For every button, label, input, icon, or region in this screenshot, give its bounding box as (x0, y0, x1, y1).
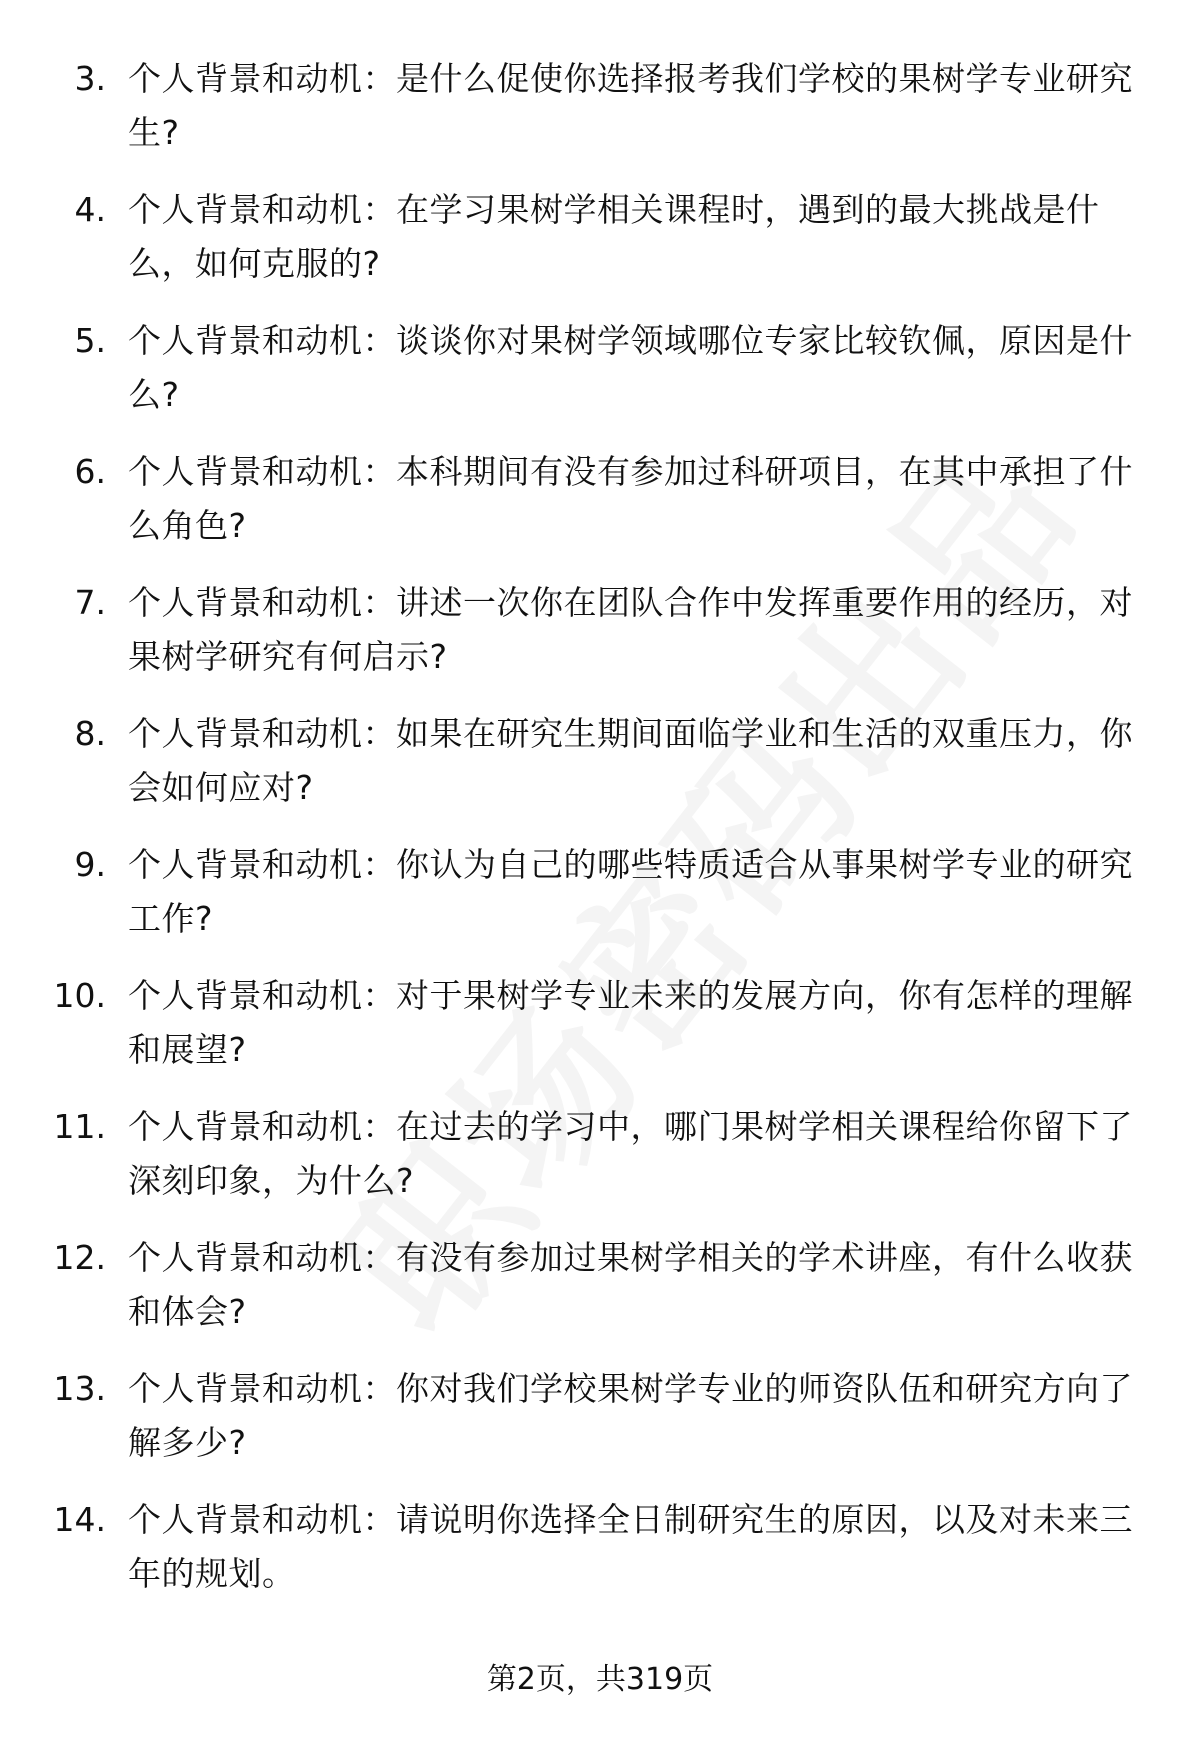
question-text: 个人背景和动机：讲述一次你在团队合作中发挥重要作用的经历，对果树学研究有何启示? (128, 583, 1133, 676)
list-item (0, 314, 1200, 445)
question-number: 10. (53, 976, 106, 1015)
list-item (0, 707, 1200, 838)
question-text: 个人背景和动机：是什么促使你选择报考我们学校的果树学专业研究生? (128, 59, 1133, 152)
question-number: 12. (53, 1238, 106, 1277)
question-text: 个人背景和动机：在学习果树学相关课程时，遇到的最大挑战是什么，如何克服的? (128, 190, 1100, 283)
list-item (0, 576, 1200, 707)
question-text: 个人背景和动机：请说明你选择全日制研究生的原因，以及对未来三年的规划。 (128, 1500, 1133, 1593)
question-number: 4. (74, 190, 106, 229)
list-item (0, 1493, 1200, 1624)
question-number: 7. (74, 583, 106, 622)
question-number: 13. (53, 1369, 106, 1408)
list-item (0, 1362, 1200, 1493)
question-text: 个人背景和动机：你认为自己的哪些特质适合从事果树学专业的研究工作? (128, 845, 1133, 938)
question-text: 个人背景和动机：你对我们学校果树学专业的师资队伍和研究方向了解多少? (128, 1369, 1133, 1462)
question-text: 个人背景和动机：谈谈你对果树学领域哪位专家比较钦佩，原因是什么? (128, 321, 1133, 414)
question-text: 个人背景和动机：在过去的学习中，哪门果树学相关课程给你留下了深刻印象，为什么? (128, 1107, 1133, 1200)
page-footer: 第2页，共319页 (486, 1662, 714, 1697)
question-text: 个人背景和动机：有没有参加过果树学相关的学术讲座，有什么收获和体会? (128, 1238, 1133, 1331)
list-item (0, 1231, 1200, 1362)
list-item (0, 1100, 1200, 1231)
list-item (0, 445, 1200, 576)
question-number: 5. (74, 321, 106, 360)
question-number: 6. (74, 452, 106, 491)
question-number: 9. (74, 845, 106, 884)
list-item (0, 838, 1200, 969)
question-text: 个人背景和动机：如果在研究生期间面临学业和生活的双重压力，你会如何应对? (128, 714, 1133, 807)
list-item (0, 52, 1200, 183)
question-number: 11. (53, 1107, 106, 1146)
question-number: 3. (74, 59, 106, 98)
question-number: 14. (53, 1500, 106, 1539)
question-text: 个人背景和动机：本科期间有没有参加过科研项目，在其中承担了什么角色? (128, 452, 1133, 545)
question-text: 个人背景和动机：对于果树学专业未来的发展方向，你有怎样的理解和展望? (128, 976, 1133, 1069)
question-number: 8. (74, 714, 106, 753)
list-item (0, 183, 1200, 314)
list-item (0, 969, 1200, 1100)
question-list (0, 52, 1200, 1624)
